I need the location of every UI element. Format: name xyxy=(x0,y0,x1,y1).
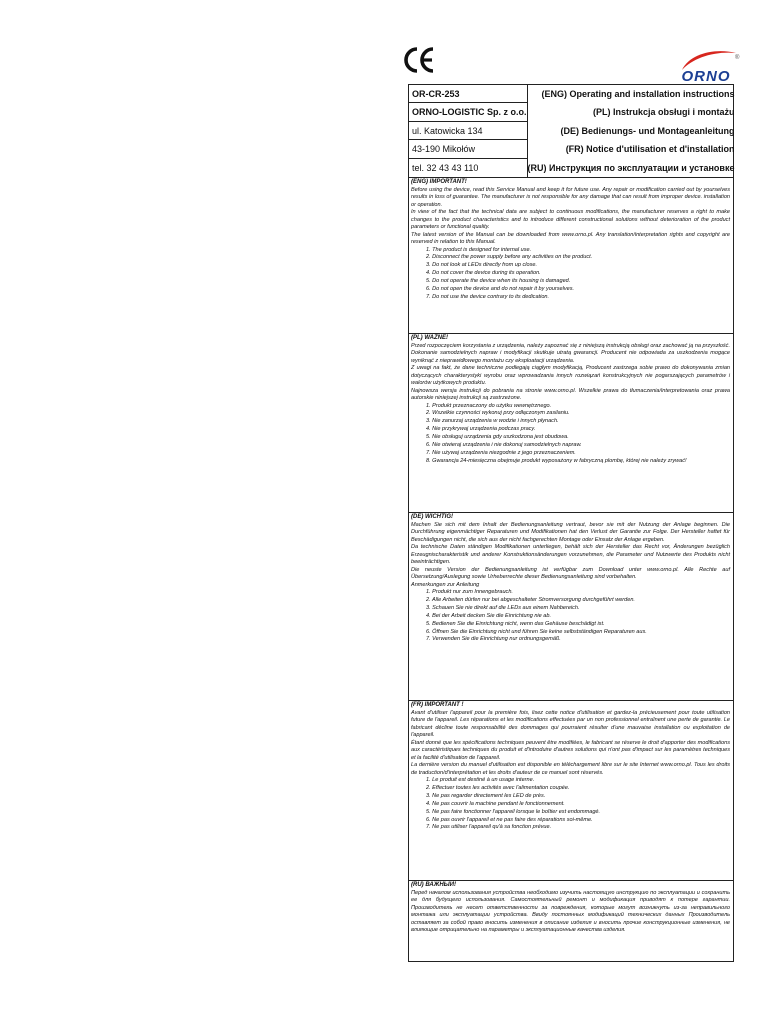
section-title: (DE) WICHTIG! xyxy=(411,514,453,520)
title-eng: (ENG) Operating and installation instructions xyxy=(541,89,735,99)
orno-logo xyxy=(676,48,742,88)
list-item: 3. Ne pas regarder directement les LED de près. xyxy=(426,792,546,799)
company-city: 43-190 Mikołów xyxy=(409,140,527,158)
paragraph: Da technische Daten ständigen Modifikationen unterliegen, behält sich der Hersteller das Recht vor, Änderungen bezüglich Erzeugnischarakteristik und anderer Konstruktionsänderungen vorzunehmen, die Parameter und Nutzwerte des Produkts nicht beeinträchtigen. xyxy=(411,544,730,565)
list-item: 1. Le produit est destiné à un usage interne. xyxy=(426,777,535,783)
manual-titles xyxy=(528,85,738,177)
safety-list xyxy=(411,247,730,302)
list-item: 5. Bedienen Sie die Einrichtung nicht, wenn das Gehäuse beschädigt ist. xyxy=(426,620,605,627)
brand-text: ORNO xyxy=(681,68,731,85)
list-item: 1. Produkt nur zum Innengebrauch. xyxy=(426,589,513,595)
list-item: 1. Produkt przeznaczony do użytku wewnętrznego. xyxy=(426,402,552,409)
registered-mark: ® xyxy=(735,55,740,61)
title-fr: (FR) Notice d'utilisation et d'installation xyxy=(565,144,735,155)
paragraph: Перед началом использования устройства необходимо изучить настоящую инструкцию по эксплуатации и сохранить ее для будущего использования. Самостоятельный ремонт и модификация приводят к потере гарантии. Производитель не несет ответственности за повреждения, которые могут возникнуть из-за неправильного монтажа или эксплуатации устройства. Ввиду постоянных модификаций технических данных Производитель оставляет за собой право вносить изменения в описание изделия и вносить прочие конструкционные изменения, не влияющие отрицательно на параметры и эксплуатационные качества изделия. xyxy=(411,889,730,933)
list-item: 6. Öffnen Sie die Einrichtung nicht und führen Sie keine selbstständigen Reparaturen aus. xyxy=(426,628,647,635)
paragraph: Z uwagi na fakt, że dane techniczne podlegają ciągłym modyfikacją, Producent zastrzega sobie prawo do dokonywania zmian dotyczących charakterystyki wyrobu oraz wprowadzania innych rozwiązań konstrukcyjnych nie pogarszających parametrów i walorów użytkowych produktu. xyxy=(411,365,730,386)
list-item: 4. Bei der Arbeit decken Sie die Einrichtung nie ab. xyxy=(426,612,551,619)
section-title: (ENG) IMPORTANT! xyxy=(411,179,467,185)
company-name: ORNO-LOGISTIC Sp. z o.o. xyxy=(409,103,527,121)
safety-list xyxy=(411,589,730,644)
paragraph: The latest version of the Manual can be downloaded from www.orno.pl. Any translation/interpretation rights and copyright are reserved in relation to this Manual. xyxy=(411,231,730,245)
company-street: ul. Katowicka 134 xyxy=(409,122,527,140)
paragraph: In view of the fact that the technical data are subject to continuous modifications, the manufacturer reserves a right to make changes to the product characteristics and to introduce different constructional solutions without deterioration of the product parameters or functional quality. xyxy=(411,209,730,230)
list-item: 3. Schauen Sie nie direkt auf die LEDs aus einem Nahbereich. xyxy=(426,604,580,611)
ce-mark-icon xyxy=(402,40,438,80)
section-eng xyxy=(409,178,733,334)
list-item: 5. Nie obsługuj urządzenia gdy uszkodzona jest obudowa. xyxy=(426,434,569,441)
section-ru xyxy=(409,881,733,963)
company-info xyxy=(409,85,528,177)
paragraph: Najnowsza wersja instrukcji do pobrania na stronie www.orno.pl. Wszelkie prawa do tłumaczenia/interpretowania oraz prawa autorskie niniejszej instrukcji są zastrzeżone. xyxy=(411,387,730,401)
list-item: 2. Wszelkie czynności wykonuj przy odłączonym zasilaniu. xyxy=(426,410,570,417)
header-table xyxy=(409,85,733,178)
list-item: 1. The product is designed for internal use. xyxy=(426,246,532,253)
paragraph: Avant d'utiliser l'appareil pour la première fois, lisez cette notice d'utilisation et gardez-la précieusement pour toute utilisation future de l'appareil. Les réparations et les modifications effectuées par un non professionnel entraînent une perte de garantie. Le fabricant décline toute responsabilité des dommages qui pourraient résulter d'une mauvaise installation ou exploitation de l'appareil. xyxy=(411,709,730,738)
list-item: 7. Verwenden Sie die Einrichtung nur ordnungsgemäß. xyxy=(426,636,561,643)
title-ru: (RU) Инструкция по эксплуатации и установке xyxy=(527,162,735,173)
section-pl xyxy=(409,334,733,513)
list-item: 6. Ne pas ouvrir l'appareil et ne pas faire des réparations soi-même. xyxy=(426,816,593,823)
section-title: (RU) ВАЖНЫЙ! xyxy=(411,882,456,888)
list-item: 6. Do not open the device and do not repair it by yourselves. xyxy=(426,286,575,293)
list-item: 4. Ne pas couvrir la machine pendant le fonctionnement. xyxy=(426,800,565,807)
company-phone: tel. 32 43 43 110 xyxy=(412,162,479,173)
title-de: (DE) Bedienungs- und Montageanleitung xyxy=(560,125,735,136)
section-fr xyxy=(409,701,733,881)
list-item: 2. Effectuer toutes les activités avec l'alimentation coupée. xyxy=(426,784,570,791)
list-item: 7. Ne pas utiliser l'appareil qu'à sa fonction prévue. xyxy=(426,824,552,831)
list-item: 4. Do not cover the device during its operation. xyxy=(426,270,541,277)
list-item: 3. Do not look at LEDs directly from up close. xyxy=(426,262,537,269)
list-item: 5. Do not operate the device when its housing is damaged. xyxy=(426,278,571,285)
safety-list xyxy=(411,403,730,466)
paragraph: Étant donné que les spécifications techniques peuvent être modifiées, le fabricant se réserve le droit d'apporter des modifications aux caractéristiques techniques du produit et d'introduire d'autres solutions qui n'ont pas d'impact sur les paramètres techniques et la facilité d'utilisation de l'appareil. xyxy=(411,739,730,761)
list-item: 7. Nie używaj urządzenia niezgodnie z jego przeznaczeniem. xyxy=(426,449,576,456)
list-item: 6. Nie otwieraj urządzenia i nie dokonuj samodzielnych napraw. xyxy=(426,442,582,449)
list-item: 4. Nie przykrywaj urządzenia podczas pracy. xyxy=(426,426,536,433)
section-title: (FR) IMPORTANT ! xyxy=(411,702,464,708)
paragraph: Machen Sie sich mit dem Inhalt der Bedienungsanleitung vertraut, bevor sie mit der Nutzung der Anlage beginnen. Die Durchführung eigenmächtiger Reparaturen und Modifikationen hat den Verlust der Garantie zur Folge. Der Hersteller haftet für Beschädigungen nicht, die sich aus der nicht fachgerechten Montage oder Einsatz der Anlage ergeben. xyxy=(411,521,730,543)
list-item: 2. Disconnect the power supply before any activities on the product. xyxy=(426,254,593,261)
list-item: 3. Nie zanurzaj urządzenia w wodzie i innych płynach. xyxy=(426,418,559,425)
list-item: 2. Alle Arbeiten dürfen nur bei abgeschalteter Stromversorgung durchgeführt werden. xyxy=(426,596,635,603)
model-number: OR-CR-253 xyxy=(409,85,527,103)
title-pl: (PL) Instrukcja obsługi i montażu xyxy=(592,107,735,118)
list-item: 5. Ne pas faire fonctionner l'appareil lorsque le boîtier est endommagé. xyxy=(426,808,601,815)
instruction-sheet xyxy=(408,84,734,962)
list-item: 8. Gwarancja 24-miesięczna obejmuje produkt wyposażony w fabryczną plombę, której nie należy zrywać! xyxy=(426,457,687,464)
section-title: (PL) WAŻNE! xyxy=(411,335,448,341)
paragraph: Przed rozpoczęciem korzystania z urządzenia, należy zapoznać się z niniejszą instrukcją obsługi oraz zachować ją na przyszłość. Dokonanie samodzielnych napraw i modyfikacji skutkuje utratą gwarancji. Producent nie odpowiada za uszkodzenia mogące wyniknąć z nieprawidłowego montażu czy eksploatacji urządzenia. xyxy=(411,342,730,364)
safety-list xyxy=(411,777,730,832)
list-item: 7. Do not use the device contrary to its dedication. xyxy=(426,293,550,300)
paragraph: La dernière version du manuel d'utilisation est disponible en téléchargement libre sur le site Internet www.orno.pl. Tous les droits de traduction/d'interprétation et les droits d'auteur de ce manuel sont réservés. xyxy=(411,762,730,776)
paragraph: Anmerkungen zur Anleitung xyxy=(411,581,480,588)
paragraph: Die neuste Version der Bedienungsanleitung ist verfügbar zum Download unter www.orno.pl. Alle Rechte auf Übersetzung/Auslegung sowie Urheberrechte dieser Bedienungsanleitung sind vorbehalten. xyxy=(411,566,730,580)
paragraph: Before using the device, read this Service Manual and keep it for future use. Any repair or modification carried out by yourselves results in loss of guarantee. The manufacturer is not responsible for any damage that can result from improper device. installation or operation. xyxy=(411,186,730,208)
section-de xyxy=(409,513,733,701)
